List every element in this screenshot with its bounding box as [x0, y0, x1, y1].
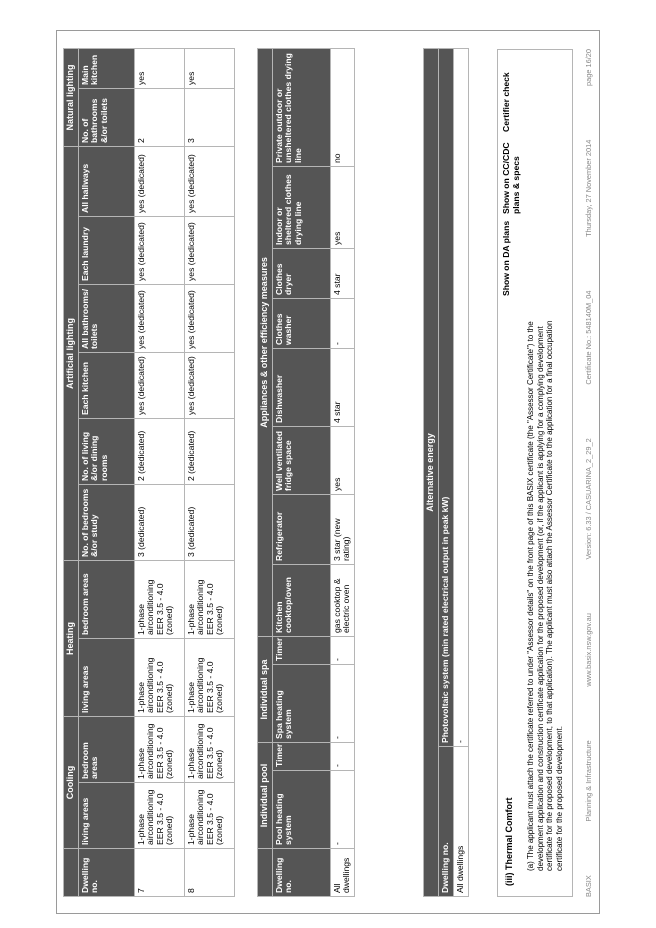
table-cell: 3 (dedicated) — [184, 484, 234, 560]
table-cell: yes (dedicated) — [134, 352, 184, 418]
table-cell: - — [330, 743, 354, 771]
check-columns-header — [502, 50, 521, 296]
table-cell: 8 — [184, 849, 234, 897]
footer-basix: BASIX — [583, 875, 593, 897]
page-footer — [581, 49, 595, 897]
table-cell: 3 — [184, 88, 234, 146]
header-cell: bedroom areas — [78, 717, 134, 783]
certifier-check-header: Certifier check — [501, 72, 511, 132]
group-individual-spa: Individual spa — [258, 636, 273, 742]
header-cell: Private outdoor or unsheltered clothes drying line — [272, 48, 330, 166]
table-cell: 2 (dedicated) — [184, 418, 234, 484]
header-cell: Each kitchen — [78, 352, 134, 418]
table-cell: All dwellings — [453, 747, 468, 897]
header-cell: Well ventilated fridge space — [272, 426, 330, 494]
table-cell: 1-phase airconditioning EER 3.5 - 4.0 (zoned) — [134, 783, 184, 849]
header-cell: bedroom areas — [78, 560, 134, 638]
thermal-comfort-paragraph: (a) The applicant must attach the certificate referred to under "Assessor details" on the front page of this BASIX certificate (the "Assessor Certificate") to the development application and construction certificate application for the proposed development (or, if the applicant is applying for a complying development certificate for the proposed development, to that application). The applicant must also attach the Assessor Certificate to the application for a final occupation certificate for the proposed development. — [526, 320, 564, 871]
alternative-energy-section — [423, 49, 469, 897]
table-cell: yes (dedicated) — [134, 146, 184, 216]
pool-spa-appliances-section — [257, 49, 355, 897]
table-cell: - — [330, 771, 354, 849]
header-cell: Refrigerator — [272, 494, 330, 564]
table-cell: 1-phase airconditioning EER 3.5 - 4.0 (zoned) — [134, 639, 184, 717]
header-cell: No. of bathrooms &/or toilets — [78, 88, 134, 146]
table-cell: yes (dedicated) — [184, 146, 234, 216]
table-cell: no — [330, 48, 354, 166]
table-cell: 2 — [134, 88, 184, 146]
group-cooling: Cooling — [64, 717, 79, 849]
header-cell: Dwelling no. — [78, 849, 134, 897]
header-cell: Kitchen cooktop/oven — [272, 564, 330, 636]
table-cell: 2 (dedicated) — [134, 418, 184, 484]
table-cell: - — [330, 665, 354, 743]
table-cell: yes — [330, 166, 354, 248]
thermal-comfort-title: (iii) Thermal Comfort — [504, 797, 514, 886]
cooling-heating-lighting-section — [63, 49, 235, 897]
header-cell: Pool heating system — [272, 771, 330, 849]
rotated-page — [57, 31, 601, 915]
table-cell: 4 star — [330, 348, 354, 426]
table-cell: 1-phase airconditioning EER 3.5 - 4.0 (zoned) — [184, 639, 234, 717]
table-cell: yes — [134, 48, 184, 88]
footer-date: Thursday, 27 November 2014 — [583, 139, 593, 237]
group-heating: Heating — [64, 560, 79, 716]
show-on-da-plans-header: Show on DA plans — [501, 220, 511, 296]
group-alternative-energy: Alternative energy — [424, 49, 439, 897]
group-natural-lighting: Natural lighting — [64, 48, 79, 146]
table-cell: yes — [330, 426, 354, 494]
cooling-heating-lighting-table — [63, 48, 235, 897]
table-cell: - — [330, 636, 354, 664]
group-appliances: Appliances & other efficiency measures — [258, 48, 273, 636]
footer-certificate-number: Certificate No.: 548140M_04 — [583, 290, 593, 385]
footer-version: Version: 6.33 / CASUARINA_2_29_2 — [583, 438, 593, 560]
table-cell: 3 (dedicated) — [134, 484, 184, 560]
header-cell: Clothes washer — [272, 298, 330, 348]
header-cell: Timer — [272, 636, 330, 664]
header-cell: No. of living &/or dining rooms — [78, 418, 134, 484]
header-cell: Dishwasher — [272, 348, 330, 426]
table-cell: 1-phase airconditioning EER 3.5 - 4.0 (zoned) — [184, 560, 234, 638]
table-cell: 7 — [134, 849, 184, 897]
header-cell: All hallways — [78, 146, 134, 216]
footer-page-number: page 16/20 — [583, 49, 593, 86]
header-cell: Dwelling no. — [272, 849, 330, 897]
table-cell: yes (dedicated) — [184, 216, 234, 284]
header-cell: living areas — [78, 783, 134, 849]
header-cell: Main kitchen — [78, 48, 134, 88]
group-artificial-lighting: Artificial lighting — [64, 146, 79, 560]
header-cell: Dwelling no. — [438, 747, 453, 897]
table-cell: yes (dedicated) — [184, 352, 234, 418]
show-on-cc-cdc-header: Show on CC/CDC plans & specs — [501, 142, 521, 214]
table-cell: yes (dedicated) — [184, 284, 234, 352]
table-cell: - — [453, 49, 468, 747]
table-cell: yes (dedicated) — [134, 216, 184, 284]
page-frame — [56, 30, 600, 914]
thermal-comfort-section — [497, 49, 573, 897]
table-cell: 1-phase airconditioning EER 3.5 - 4.0 (zoned) — [134, 717, 184, 783]
header-cell: Clothes dryer — [272, 248, 330, 298]
header-cell: Spa heating system — [272, 665, 330, 743]
header-cell: No. of bedrooms &/or study — [78, 484, 134, 560]
table-cell: gas cooktop & electric oven — [330, 564, 354, 636]
header-cell: All bathrooms/ toilets — [78, 284, 134, 352]
table-row — [184, 48, 234, 896]
table-cell: 1-phase airconditioning EER 3.5 - 4.0 (zoned) — [134, 560, 184, 638]
header-cell: Each laundry — [78, 216, 134, 284]
table-cell: 3 star (new rating) — [330, 494, 354, 564]
table-cell: 4 star — [330, 248, 354, 298]
table-cell: All dwellings — [330, 849, 354, 897]
header-cell: Timer — [272, 743, 330, 771]
table-cell: 1-phase airconditioning EER 3.5 - 4.0 (zoned) — [184, 717, 234, 783]
table-row — [453, 49, 468, 897]
footer-website-link[interactable]: www.basix.nsw.gov.au — [583, 613, 593, 687]
table-row — [134, 48, 184, 896]
alternative-energy-table — [423, 48, 469, 897]
footer-department: Planning & Infrastructure — [583, 740, 593, 822]
table-cell: yes — [184, 48, 234, 88]
table-row — [330, 48, 354, 896]
table-cell: yes (dedicated) — [134, 284, 184, 352]
header-cell: living areas — [78, 639, 134, 717]
table-cell: - — [330, 298, 354, 348]
table-cell: 1-phase airconditioning EER 3.5 - 4.0 (zoned) — [184, 783, 234, 849]
header-cell: Indoor or sheltered clothes drying line — [272, 166, 330, 248]
header-cell: Photovoltaic system (min rated electrical output in peak kW) — [438, 49, 453, 747]
pool-spa-appliances-table — [257, 48, 355, 897]
group-individual-pool: Individual pool — [258, 743, 273, 849]
